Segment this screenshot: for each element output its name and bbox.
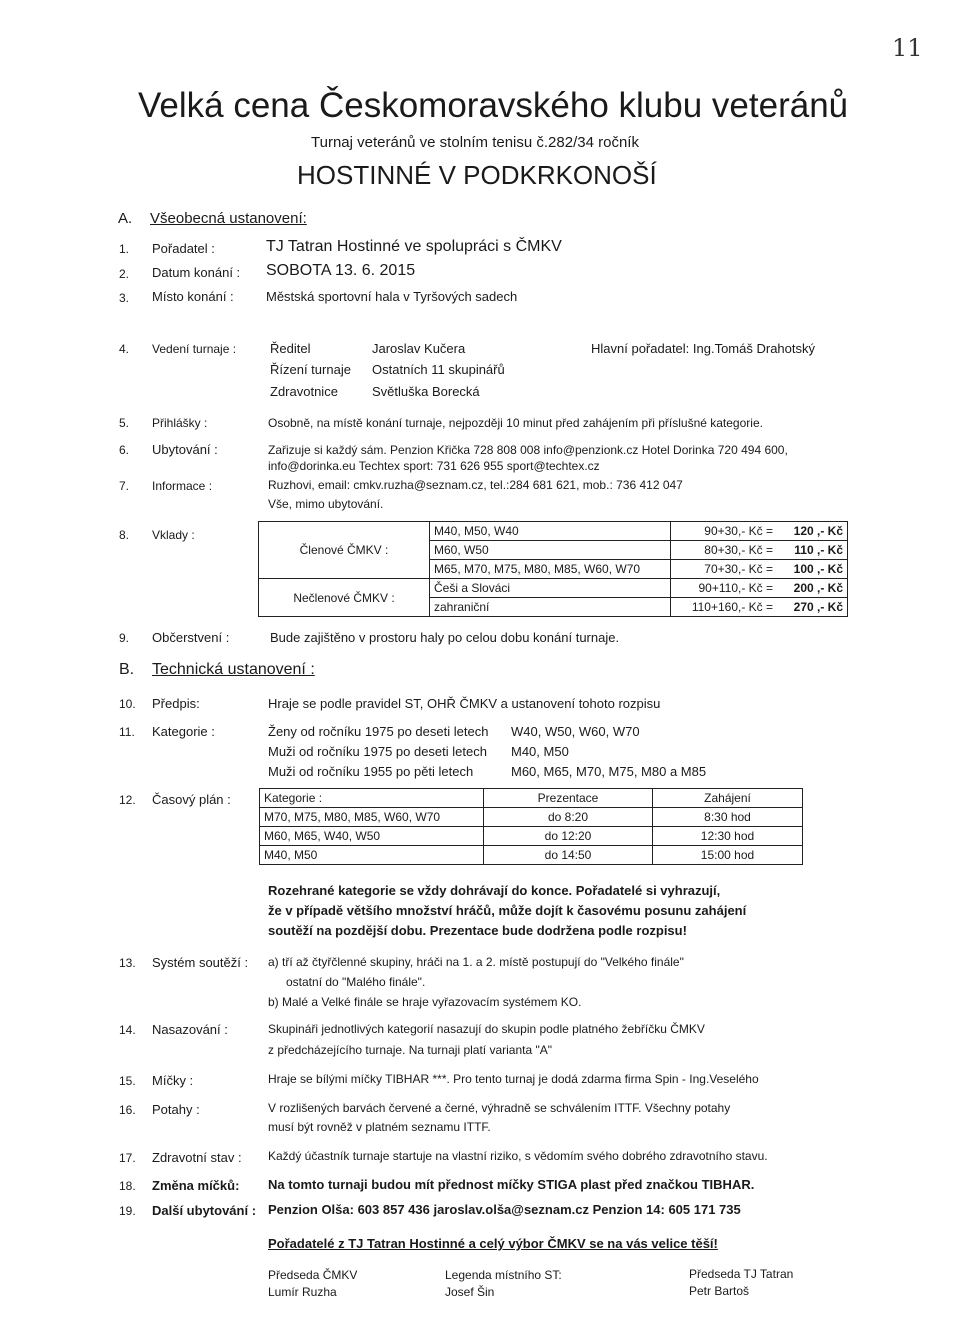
closing-message: Pořadatelé z TJ Tatran Hostinné a celý výbor ČMKV se na vás velice těší! bbox=[268, 1236, 718, 1251]
item-18-number: 18. bbox=[119, 1179, 136, 1193]
item-7-label: Informace : bbox=[152, 479, 213, 493]
item-6-line1: Zařizuje si každý sám. Penzion Křička 728 808 008 info@penzionk.cz Hotel Dorinka 720 494 600, bbox=[268, 443, 788, 457]
item-17-label: Zdravotní stav : bbox=[152, 1150, 242, 1165]
signature-role: Předseda ČMKV bbox=[268, 1268, 358, 1282]
category-codes: M40, M50 bbox=[511, 744, 569, 759]
item-8-number: 8. bbox=[119, 528, 130, 542]
fee-total: 110 ,- Kč bbox=[777, 541, 848, 560]
category-description: Muži od ročníku 1955 po pěti letech bbox=[268, 764, 474, 779]
item-13-number: 13. bbox=[119, 956, 136, 970]
signature-role: Předseda TJ Tatran bbox=[689, 1267, 794, 1281]
category-description: Muži od ročníku 1975 po deseti letech bbox=[268, 744, 487, 759]
item-13-label: Systém soutěží : bbox=[152, 955, 249, 970]
item-4-name: Jaroslav Kučera bbox=[372, 341, 466, 356]
fee-category: M65, M70, M75, M80, M85, W60, W70 bbox=[430, 560, 671, 579]
item-15-number: 15. bbox=[119, 1074, 136, 1088]
fee-formula: 70+30,- Kč = bbox=[671, 560, 778, 579]
item-4-role: Řízení turnaje bbox=[270, 362, 351, 377]
document-title: Velká cena Českomoravského klubu veteránů bbox=[138, 86, 849, 125]
main-organizer: Hlavní pořadatel: Ing.Tomáš Drahotský bbox=[591, 341, 815, 356]
item-7-line1: Ruzhovi, email: cmkv.ruzha@seznam.cz, tel.:284 681 621, mob.: 736 412 047 bbox=[268, 478, 683, 492]
schedule-cell: 15:00 hod bbox=[653, 846, 803, 865]
item-4-name: Ostatních 11 skupinářů bbox=[372, 362, 505, 377]
item-6-number: 6. bbox=[119, 443, 130, 457]
nonmembers-label: Nečlenové ČMKV : bbox=[259, 579, 430, 617]
schedule-table bbox=[259, 788, 803, 865]
item-4-number: 4. bbox=[119, 342, 130, 356]
item-1-label: Pořadatel : bbox=[152, 241, 215, 256]
fee-formula: 80+30,- Kč = bbox=[671, 541, 778, 560]
page-number: 11 bbox=[892, 34, 923, 62]
item-1-value: TJ Tatran Hostinné ve spolupráci s ČMKV bbox=[266, 238, 562, 255]
fee-total: 120 ,- Kč bbox=[777, 522, 848, 541]
schedule-cell: 12:30 hod bbox=[653, 827, 803, 846]
item-17-value: Každý účastník turnaje startuje na vlastní riziko, s vědomím svého dobrého zdravotního stavu. bbox=[268, 1149, 768, 1163]
fee-category: M40, M50, W40 bbox=[430, 522, 671, 541]
category-codes: W40, W50, W60, W70 bbox=[511, 724, 640, 739]
item-11-number: 11. bbox=[119, 725, 135, 739]
item-8-label: Vklady : bbox=[152, 528, 195, 542]
item-12-label: Časový plán : bbox=[152, 792, 231, 807]
item-3-value: Městská sportovní hala v Tyršových sadech bbox=[266, 289, 518, 304]
fees-table bbox=[258, 521, 848, 617]
schedule-note-line1: Rozehrané kategorie se vždy dohrávají do konce. Pořadatelé si vyhrazují, bbox=[268, 883, 721, 898]
fee-formula: 110+160,- Kč = bbox=[671, 598, 778, 617]
schedule-header: Zahájení bbox=[653, 789, 803, 808]
fee-formula: 90+110,- Kč = bbox=[671, 579, 778, 598]
item-3-number: 3. bbox=[119, 291, 130, 305]
fee-formula: 90+30,- Kč = bbox=[671, 522, 778, 541]
document-subtitle: Turnaj veteránů ve stolním tenisu č.282/34 ročník bbox=[311, 134, 639, 151]
fee-category: Češi a Slováci bbox=[430, 579, 671, 598]
fee-category: M60, W50 bbox=[430, 541, 671, 560]
item-14-number: 14. bbox=[119, 1023, 136, 1037]
fee-total: 270 ,- Kč bbox=[777, 598, 848, 617]
schedule-cell: do 12:20 bbox=[484, 827, 653, 846]
signature-role: Legenda místního ST: bbox=[445, 1268, 562, 1282]
schedule-cell: do 8:20 bbox=[484, 808, 653, 827]
item-16-label: Potahy : bbox=[152, 1102, 200, 1117]
schedule-cell: M60, M65, W40, W50 bbox=[260, 827, 484, 846]
section-a-title: Všeobecná ustanovení: bbox=[150, 210, 307, 227]
fee-total: 100 ,- Kč bbox=[777, 560, 848, 579]
table-row bbox=[260, 789, 803, 808]
item-4-role: Zdravotnice bbox=[270, 384, 338, 399]
item-9-value: Bude zajištěno v prostoru haly po celou dobu konání turnaje. bbox=[270, 630, 620, 645]
item-6-label: Ubytování : bbox=[152, 442, 218, 457]
schedule-note-line3: soutěží na pozdější dobu. Prezentace bude dodržena podle rozpisu! bbox=[268, 923, 687, 938]
item-17-number: 17. bbox=[119, 1151, 136, 1165]
item-5-label: Přihlášky : bbox=[152, 416, 208, 430]
item-14-line1: Skupináři jednotlivých kategorií nasazují do skupin podle platného žebříčku ČMKV bbox=[268, 1022, 705, 1036]
item-5-number: 5. bbox=[119, 416, 130, 430]
item-4-name: Světluška Borecká bbox=[372, 384, 480, 399]
category-codes: M60, M65, M70, M75, M80 a M85 bbox=[511, 764, 707, 779]
signature-name: Petr Bartoš bbox=[689, 1284, 750, 1298]
section-b-title: Technická ustanovení : bbox=[152, 661, 315, 678]
item-16-number: 16. bbox=[119, 1103, 136, 1117]
item-10-label: Předpis: bbox=[152, 696, 200, 711]
item-19-value: Penzion Olša: 603 857 436 jaroslav.olša@seznam.cz Penzion 14: 605 171 735 bbox=[268, 1202, 741, 1217]
schedule-header: Kategorie : bbox=[260, 789, 484, 808]
item-18-value: Na tomto turnaji budou mít přednost míčky STIGA plast před značkou TIBHAR. bbox=[268, 1177, 755, 1192]
item-16-line2: musí být rovněž v platném seznamu ITTF. bbox=[268, 1120, 491, 1134]
schedule-note-line2: že v případě většího množství hráčů, může dojít k časovému posunu zahájení bbox=[268, 903, 747, 918]
table-row bbox=[260, 846, 803, 865]
item-9-label: Občerstvení : bbox=[152, 630, 230, 645]
item-13-line2: ostatní do "Malého finále". bbox=[286, 975, 426, 989]
venue-heading: HOSTINNÉ V PODKRKONOŠÍ bbox=[297, 160, 657, 190]
item-4-label: Vedení turnaje : bbox=[152, 342, 237, 356]
item-14-label: Nasazování : bbox=[152, 1022, 228, 1037]
table-row bbox=[260, 827, 803, 846]
item-19-label: Další ubytování : bbox=[152, 1203, 257, 1218]
schedule-cell: do 14:50 bbox=[484, 846, 653, 865]
category-description: Ženy od ročníku 1975 po deseti letech bbox=[268, 724, 489, 739]
item-2-number: 2. bbox=[119, 267, 130, 281]
fee-total: 200 ,- Kč bbox=[777, 579, 848, 598]
item-13-line1: a) tří až čtyřčlenné skupiny, hráči na 1. a 2. místě postupují do "Velkého finále" bbox=[268, 955, 684, 969]
schedule-header: Prezentace bbox=[484, 789, 653, 808]
signature-name: Lumír Ruzha bbox=[268, 1285, 337, 1299]
section-b-letter: B. bbox=[119, 661, 135, 678]
item-2-label: Datum konání : bbox=[152, 265, 241, 280]
schedule-cell: M40, M50 bbox=[260, 846, 484, 865]
item-5-value: Osobně, na místě konání turnaje, nejpozději 10 minut před zahájením při příslušné kategorie. bbox=[268, 416, 763, 430]
item-12-number: 12. bbox=[119, 793, 136, 807]
item-10-number: 10. bbox=[119, 697, 136, 711]
item-7-number: 7. bbox=[119, 479, 130, 493]
item-2-value: SOBOTA 13. 6. 2015 bbox=[266, 262, 416, 279]
item-18-label: Změna míčků: bbox=[152, 1178, 240, 1193]
fee-category: zahraniční bbox=[430, 598, 671, 617]
item-1-number: 1. bbox=[119, 242, 130, 256]
item-6-line2: info@dorinka.eu Techtex sport: 731 626 955 sport@techtex.cz bbox=[268, 459, 600, 473]
item-13-line3: b) Malé a Velké finále se hraje vyřazovacím systémem KO. bbox=[268, 995, 582, 1009]
table-row bbox=[259, 522, 848, 541]
table-row bbox=[260, 808, 803, 827]
item-14-line2: z předcházejícího turnaje. Na turnaji platí varianta "A" bbox=[268, 1043, 553, 1057]
table-row bbox=[259, 579, 848, 598]
item-15-value: Hraje se bílými míčky TIBHAR ***. Pro tento turnaj je dodá zdarma firma Spin - Ing.Veselého bbox=[268, 1072, 759, 1086]
item-4-role: Ředitel bbox=[270, 341, 311, 356]
schedule-cell: 8:30 hod bbox=[653, 808, 803, 827]
item-11-label: Kategorie : bbox=[152, 724, 215, 739]
members-label: Členové ČMKV : bbox=[259, 522, 430, 579]
item-15-label: Míčky : bbox=[152, 1073, 194, 1088]
item-9-number: 9. bbox=[119, 631, 130, 645]
signature-name: Josef Šin bbox=[445, 1285, 495, 1299]
item-10-value: Hraje se podle pravidel ST, OHŘ ČMKV a ustanovení tohoto rozpisu bbox=[268, 696, 661, 711]
item-19-number: 19. bbox=[119, 1204, 136, 1218]
item-16-line1: V rozlišených barvách červené a černé, výhradně se schválením ITTF. Všechny potahy bbox=[268, 1101, 731, 1115]
item-7-line2: Vše, mimo ubytování. bbox=[268, 497, 384, 511]
schedule-cell: M70, M75, M80, M85, W60, W70 bbox=[260, 808, 484, 827]
item-3-label: Místo konání : bbox=[152, 289, 234, 304]
section-a-letter: A. bbox=[118, 210, 133, 227]
